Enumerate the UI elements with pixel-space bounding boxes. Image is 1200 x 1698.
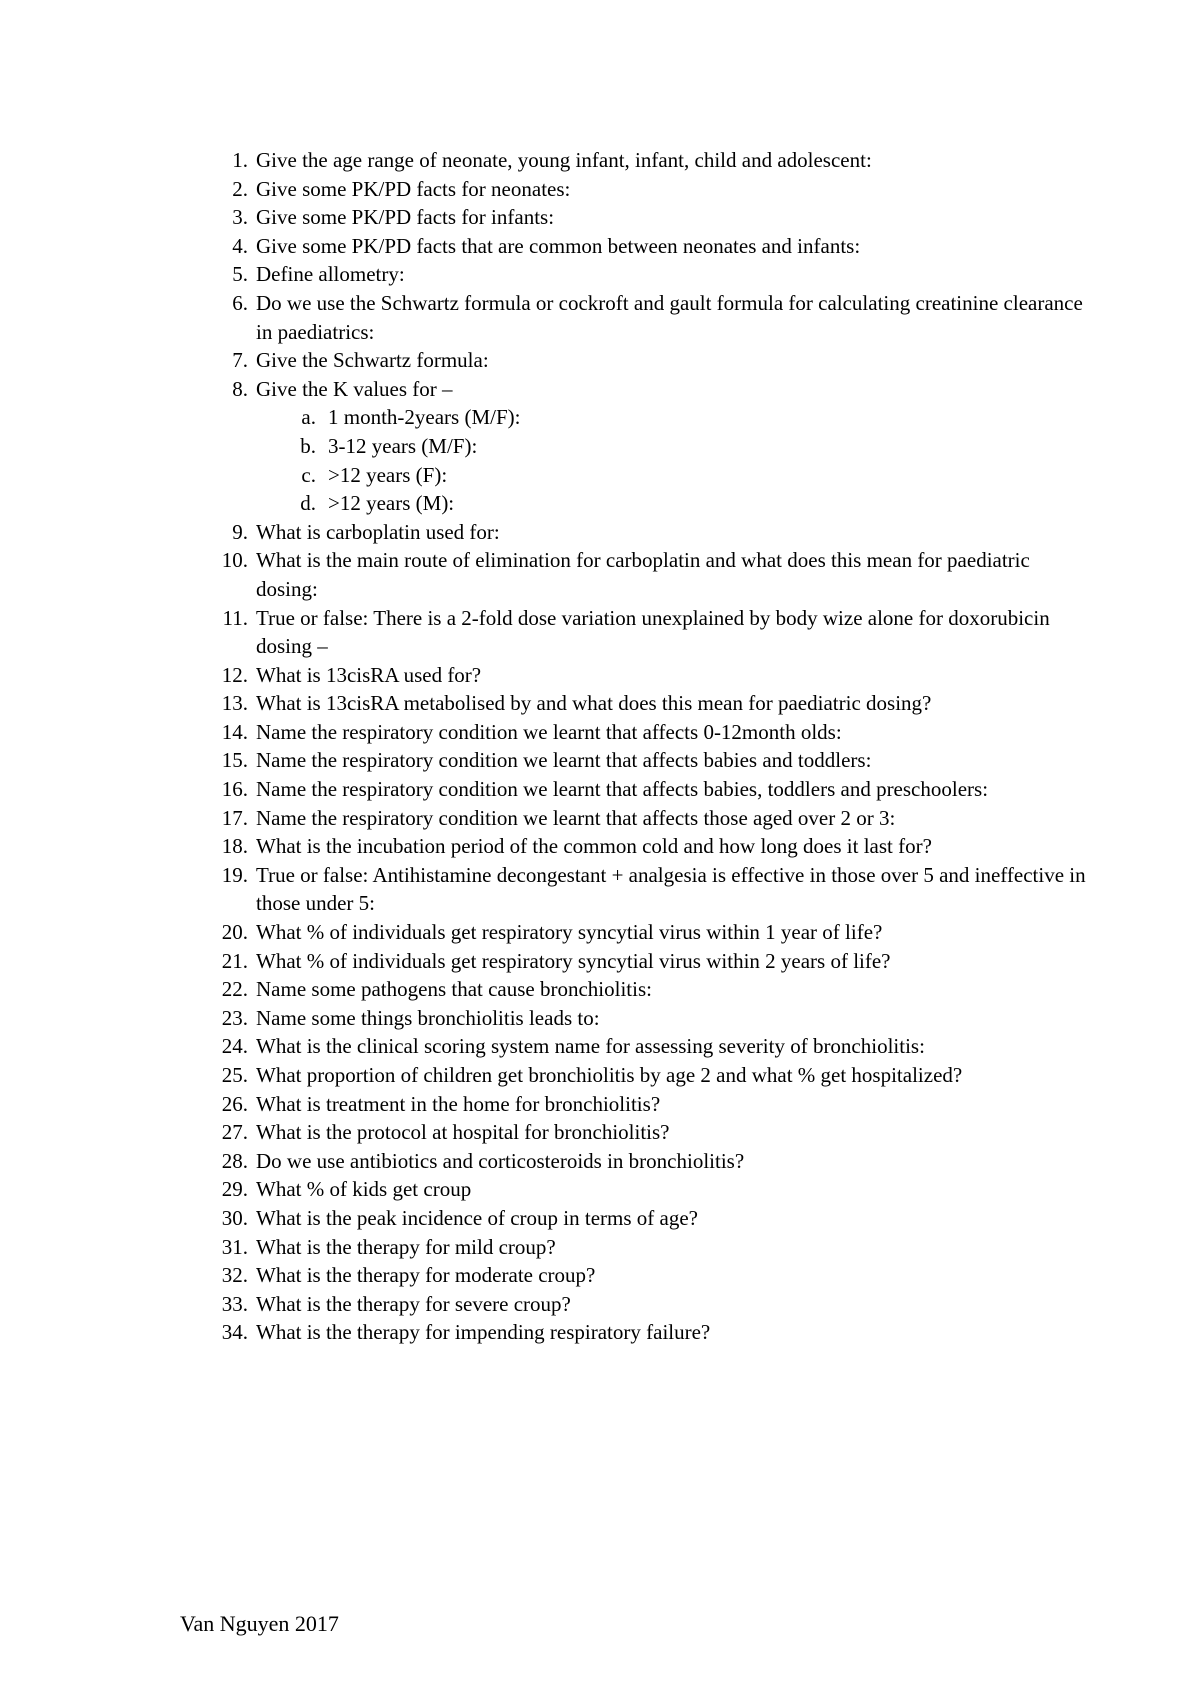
question-item [216, 975, 1096, 1004]
question-number: 25. [221, 1063, 248, 1087]
sub-question-text: >12 years (M): [328, 491, 455, 516]
question-text: What is carboplatin used for: [256, 519, 500, 544]
question-number: 26. [221, 1091, 248, 1116]
question-text: Give the age range of neonate, young infant, infant, child and adolescent: [256, 148, 872, 172]
question-number: 18. [221, 834, 248, 859]
sub-question-letter: a. [301, 405, 316, 430]
question-item [216, 518, 1096, 547]
question-text: Give some PK/PD facts that are common between neonates and infants: [256, 233, 861, 258]
question-number: 11. [222, 605, 248, 630]
question-text: What is the therapy for impending respiratory failure? [256, 1320, 711, 1345]
question-number: 23. [221, 1005, 248, 1030]
question-text: Name some things bronchiolitis leads to: [256, 1005, 600, 1030]
question-number: 30. [221, 1205, 248, 1230]
question-number: 21. [221, 948, 248, 973]
question-number: 9. [232, 519, 248, 544]
question-item [216, 861, 1096, 918]
question-item [216, 1147, 1096, 1176]
question-item [216, 546, 1096, 603]
question-item [216, 1061, 1096, 1090]
question-text: Give some PK/PD facts for infants: [256, 205, 555, 230]
question-item [216, 604, 1096, 661]
question-text: What is the therapy for mild croup? [256, 1234, 556, 1259]
question-item [216, 1175, 1096, 1204]
sub-question-text: >12 years (F): [328, 462, 448, 487]
question-number: 15. [221, 748, 248, 773]
question-text: What is 13cisRA metabolised by and what does this mean for paediatric dosing? [256, 691, 932, 716]
question-item [216, 918, 1096, 947]
question-item [216, 689, 1096, 718]
question-number: 22. [221, 977, 248, 1002]
question-number: 24. [221, 1034, 248, 1059]
question-number: 19. [221, 862, 248, 887]
question-item [216, 203, 1096, 232]
question-number: 12. [221, 662, 248, 687]
question-text: What is the therapy for severe croup? [256, 1291, 571, 1316]
question-number: 3. [232, 205, 248, 230]
question-item [216, 1318, 1096, 1347]
question-number: 27. [221, 1120, 248, 1145]
question-number: 8. [232, 376, 248, 401]
question-number: 34. [221, 1320, 248, 1345]
question-item [216, 1032, 1096, 1061]
question-text: What % of kids get croup [256, 1177, 472, 1202]
sub-question-item [216, 432, 1096, 461]
question-text: Name the respiratory condition we learnt that affects 0-12month olds: [256, 719, 842, 744]
question-text: What % of individuals get respiratory syncytial virus within 1 year of life? [256, 920, 883, 945]
question-number: 31. [221, 1234, 248, 1259]
sub-question-letter: b. [300, 433, 316, 458]
question-text: Do we use the Schwartz formula or cockroft and gault formula for calculating creatinine clearance in paediatrics: [256, 290, 1083, 344]
question-item [216, 1290, 1096, 1319]
question-number: 16. [221, 777, 248, 802]
question-text: Give some PK/PD facts for neonates: [256, 176, 571, 201]
question-item [216, 746, 1096, 775]
question-text: Name the respiratory condition we learnt that affects babies, toddlers and preschoolers: [256, 777, 989, 802]
question-text: What is the therapy for moderate croup? [256, 1263, 596, 1288]
sub-question-item [216, 403, 1096, 432]
question-number: 17. [221, 805, 248, 830]
question-text: What is the protocol at hospital for bronchiolitis? [256, 1120, 670, 1145]
question-number: 20. [221, 920, 248, 945]
question-text: Name some pathogens that cause bronchiolitis: [256, 977, 652, 1002]
question-number: 28. [221, 1148, 248, 1173]
question-number: 32. [221, 1263, 248, 1288]
question-item [216, 260, 1096, 289]
question-number: 33. [221, 1291, 248, 1316]
question-number: 14. [221, 719, 248, 744]
question-number: 7. [232, 348, 248, 373]
question-text: What is 13cisRA used for? [256, 662, 482, 687]
question-item [216, 718, 1096, 747]
question-number: 29. [221, 1177, 248, 1202]
question-item [216, 1261, 1096, 1290]
question-text: What is the incubation period of the common cold and how long does it last for? [256, 834, 932, 859]
question-text: Name the respiratory condition we learnt that affects babies and toddlers: [256, 748, 872, 773]
question-item [216, 175, 1096, 204]
question-text: What is the peak incidence of croup in terms of age? [256, 1205, 698, 1230]
question-item [216, 346, 1096, 375]
question-text: Give the Schwartz formula: [256, 348, 489, 373]
question-item [216, 1204, 1096, 1233]
question-number: 1. [232, 148, 248, 172]
question-item [216, 1004, 1096, 1033]
question-text: What is treatment in the home for bronchiolitis? [256, 1091, 661, 1116]
question-list [216, 146, 1096, 1347]
question-item [216, 289, 1096, 346]
question-item [216, 804, 1096, 833]
question-text: What proportion of children get bronchiolitis by age 2 and what % get hospitalized? [256, 1063, 963, 1087]
question-text: What % of individuals get respiratory syncytial virus within 2 years of life? [256, 948, 891, 973]
question-item [216, 1090, 1096, 1119]
question-number: 6. [232, 290, 248, 315]
question-item [216, 1233, 1096, 1262]
question-number: 2. [232, 176, 248, 201]
question-number: 13. [221, 691, 248, 716]
sub-question-text: 1 month-2years (M/F): [328, 405, 521, 430]
question-text: Do we use antibiotics and corticosteroids in bronchiolitis? [256, 1148, 745, 1173]
question-item [216, 1118, 1096, 1147]
question-number: 5. [232, 262, 248, 287]
sub-question-letter: d. [300, 491, 316, 516]
question-text: True or false: Antihistamine decongestant + analgesia is effective in those over 5 and ineffective in those under 5: [256, 862, 1086, 916]
question-number: 4. [232, 233, 248, 258]
question-number: 10. [221, 548, 248, 573]
sub-question-text: 3-12 years (M/F): [328, 433, 478, 458]
question-text: Give the K values for – [256, 376, 453, 401]
sub-question-letter: c. [301, 462, 316, 487]
question-text: True or false: There is a 2-fold dose variation unexplained by body wize alone for doxorubicin dosing – [256, 605, 1050, 659]
footer-author: Van Nguyen 2017 [180, 1611, 339, 1636]
question-item [216, 832, 1096, 861]
sub-question-item [216, 489, 1096, 518]
question-item [216, 947, 1096, 976]
question-item [216, 375, 1096, 404]
sub-question-list [216, 403, 1096, 517]
sub-question-item [216, 461, 1096, 490]
question-item [216, 661, 1096, 690]
question-item [216, 232, 1096, 261]
question-text: Define allometry: [256, 262, 405, 287]
question-text: What is the clinical scoring system name for assessing severity of bronchiolitis: [256, 1034, 925, 1059]
question-text: Name the respiratory condition we learnt that affects those aged over 2 or 3: [256, 805, 896, 830]
question-item [216, 146, 1096, 175]
question-item [216, 775, 1096, 804]
question-text: What is the main route of elimination for carboplatin and what does this mean for paediatric dosing: [256, 548, 1030, 601]
